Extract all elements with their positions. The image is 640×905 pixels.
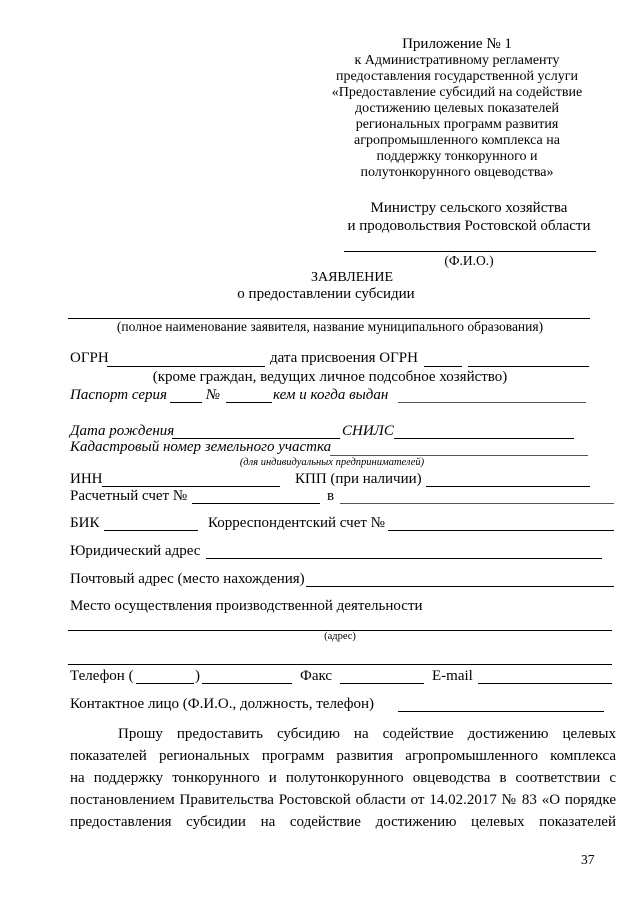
- snils-field[interactable]: [394, 438, 574, 439]
- appendix-title: Приложение № 1: [402, 36, 512, 52]
- postal-address-field[interactable]: [306, 586, 614, 587]
- activity-place-label: Место осуществления производственной деятельности: [70, 598, 423, 614]
- fio-field-line[interactable]: [344, 251, 596, 252]
- bank-field[interactable]: [340, 503, 614, 504]
- ogrn-date-label: дата присвоения ОГРН: [270, 350, 418, 366]
- header-line: агропромышленного комплекса на: [354, 133, 560, 148]
- corr-account-field[interactable]: [388, 530, 614, 531]
- document-title: ЗАЯВЛЕНИЕ: [310, 270, 394, 285]
- header-line: к Административному регламенту: [354, 53, 560, 68]
- passport-issued-field[interactable]: [398, 402, 586, 403]
- request-paragraph: [70, 723, 616, 833]
- paragraph-line: Прошу предоставить субсидию на содействие достижению целевых: [118, 726, 616, 742]
- account-field[interactable]: [192, 503, 320, 504]
- snils-label: СНИЛС: [342, 423, 394, 439]
- email-field[interactable]: [478, 683, 612, 684]
- legal-address-label: Юридический адрес: [70, 543, 201, 559]
- ogrn-label: ОГРН: [70, 350, 109, 366]
- phone-number-field[interactable]: [202, 683, 292, 684]
- addressee-line-2: и продовольствия Ростовской области: [347, 218, 591, 234]
- passport-issued-label: кем и когда выдан: [273, 387, 389, 403]
- passport-number-field[interactable]: [226, 402, 272, 403]
- phone-paren-close: ): [195, 668, 200, 684]
- kpp-label: КПП (при наличии): [295, 471, 422, 487]
- phone-code-field[interactable]: [136, 683, 194, 684]
- applicant-caption: (полное наименование заявителя, название муниципального образования): [116, 319, 544, 334]
- contact-field[interactable]: [398, 711, 604, 712]
- ogrn-date-day-field[interactable]: [424, 366, 462, 367]
- activity-address-field-2[interactable]: [68, 664, 612, 665]
- bik-label: БИК: [70, 515, 100, 531]
- addressee-line-1: Министру сельского хозяйства: [370, 200, 568, 216]
- legal-address-field[interactable]: [206, 558, 602, 559]
- except-note: (кроме граждан, ведущих личное подсобное хозяйство): [152, 369, 508, 385]
- corr-account-label: Корреспондентский счет №: [208, 515, 385, 531]
- paragraph-line: на поддержку тонкорунного и полутонкорунного овцеводства в соответствии с: [70, 770, 616, 786]
- paragraph-line: показателей региональных программ развития агропромышленного комплекса: [70, 748, 616, 764]
- fio-caption: (Ф.И.О.): [444, 253, 494, 268]
- cadastral-field[interactable]: [330, 455, 588, 456]
- cadastral-label: Кадастровый номер земельного участка: [70, 439, 332, 455]
- contact-label: Контактное лицо (Ф.И.О., должность, телефон): [70, 696, 375, 712]
- passport-number-label: №: [206, 387, 221, 403]
- inn-label: ИНН: [70, 471, 103, 487]
- phone-label: Телефон (: [70, 668, 134, 684]
- postal-address-label: Почтовый адрес (место нахождения): [70, 571, 305, 587]
- fax-field[interactable]: [340, 683, 424, 684]
- kpp-field[interactable]: [426, 486, 590, 487]
- header-line: «Предоставление субсидий на содействие: [331, 85, 583, 100]
- header-line: региональных программ развития: [355, 117, 559, 132]
- header-line: предоставления государственной услуги: [336, 69, 578, 84]
- document-subtitle: о предоставлении субсидии: [237, 286, 415, 302]
- header-line: поддержку тонкорунного и: [376, 149, 538, 164]
- birth-date-label: Дата рождения: [70, 423, 175, 439]
- ogrn-date-field[interactable]: [468, 366, 589, 367]
- passport-series-field[interactable]: [170, 402, 202, 403]
- paragraph-line: предоставления субсидии на содействие достижению целевых показателей: [70, 814, 616, 830]
- header-line: полутонкорунного овцеводства»: [360, 165, 554, 180]
- address-caption: (адрес): [324, 631, 356, 642]
- page-number: 37: [581, 852, 595, 867]
- bank-in-label: в: [327, 488, 335, 504]
- email-label: E-mail: [432, 668, 473, 684]
- bik-field[interactable]: [104, 530, 198, 531]
- passport-series-label: Паспорт серия: [70, 387, 167, 403]
- entrepreneurs-note: (для индивидуальных предпринимателей): [239, 457, 425, 468]
- ogrn-field[interactable]: [107, 366, 265, 367]
- fax-label: Факс: [300, 668, 333, 684]
- account-label: Расчетный счет №: [70, 488, 188, 504]
- inn-field[interactable]: [102, 486, 280, 487]
- paragraph-line: постановлением Правительства Ростовской области от 14.02.2017 № 83 «О порядке: [70, 792, 616, 808]
- header-line: достижению целевых показателей: [354, 101, 560, 116]
